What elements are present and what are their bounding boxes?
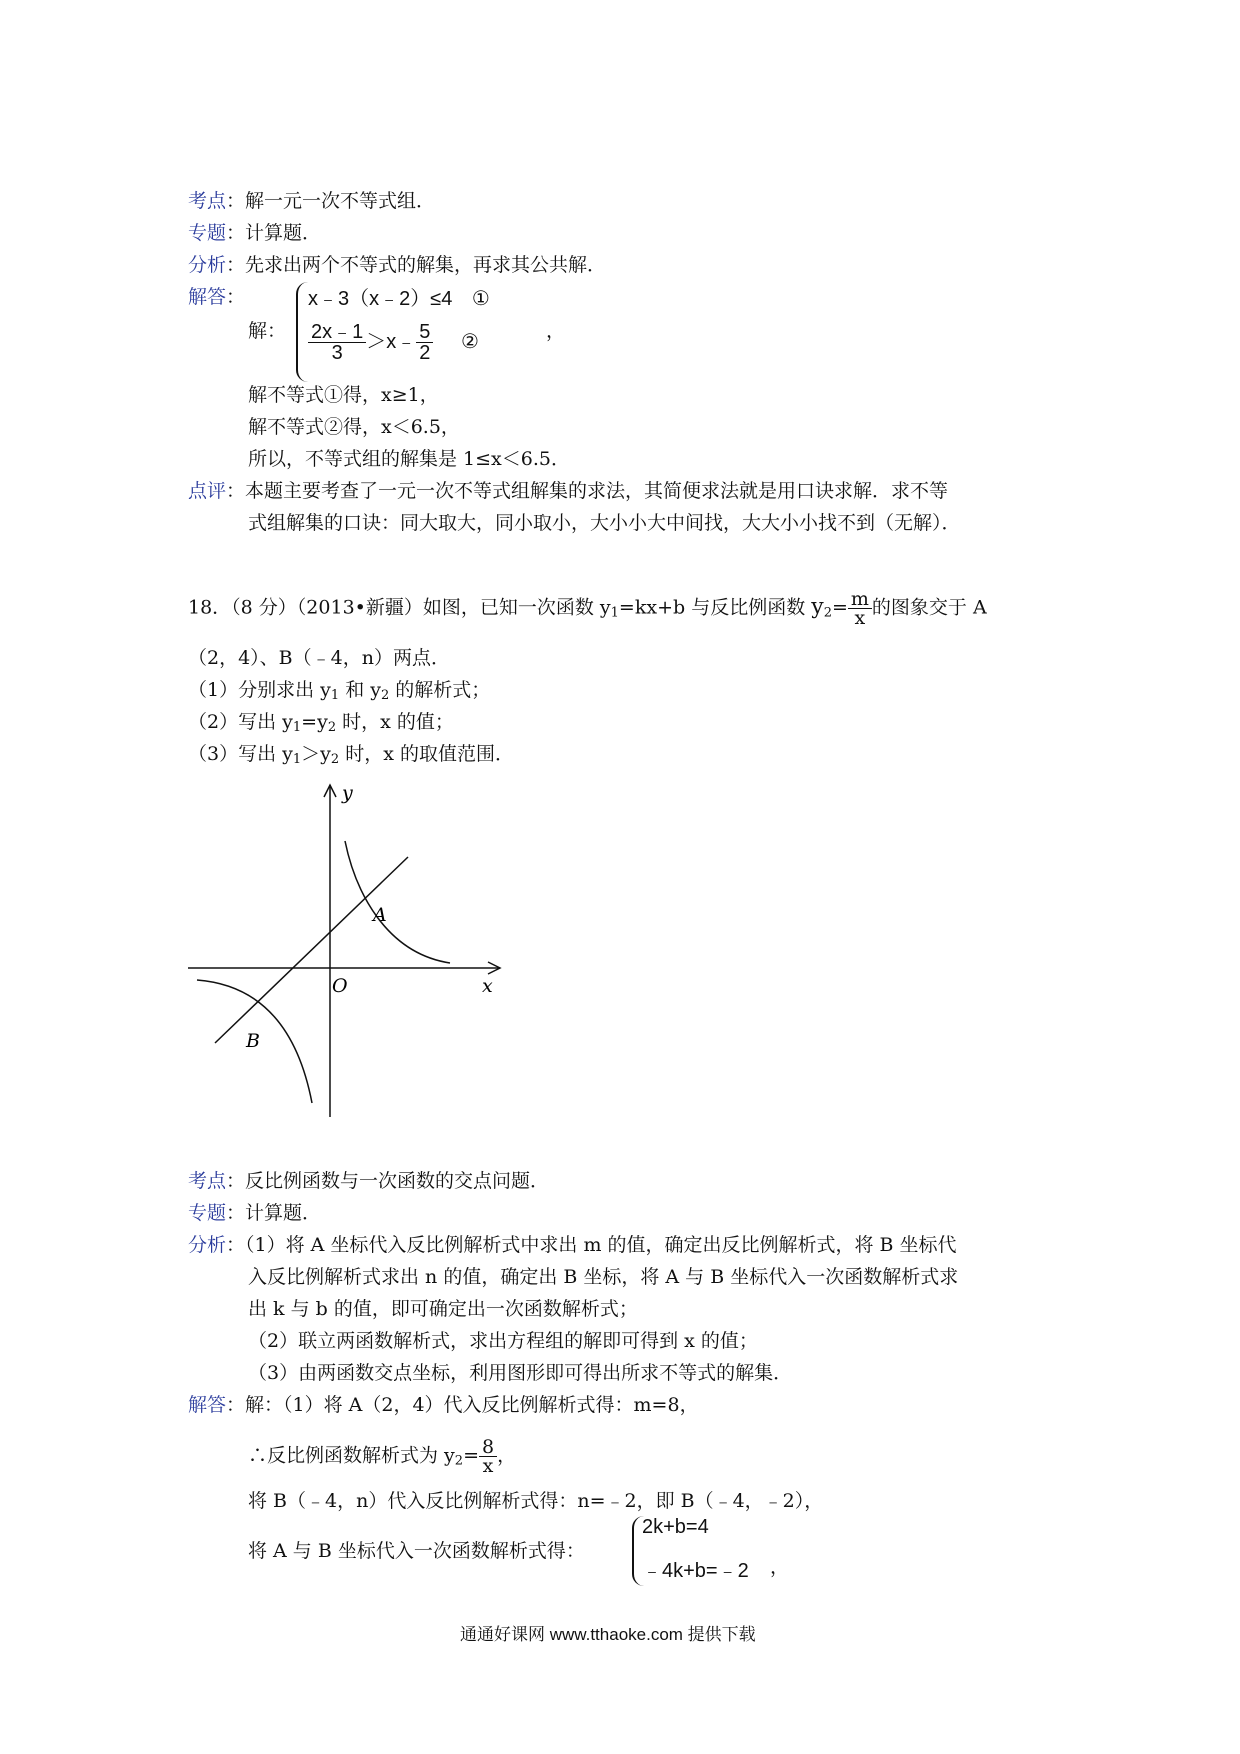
q3-text-b: ＞y: [301, 743, 331, 765]
jieda-label: 解答: [188, 286, 227, 308]
kaodian-text: ：解一元一次不等式组．: [226, 190, 436, 212]
fraction-denominator: 2: [419, 342, 431, 364]
dianping-row-17: [188, 478, 948, 504]
jieda-line-2: [248, 1438, 516, 1475]
zhuanti-text: ：计算题．: [226, 1202, 322, 1224]
problem-18-text-b: =kx+b 与反比例函数: [618, 596, 806, 619]
fraction-denominator: 3: [331, 342, 343, 364]
q3-text-a: （3）写出 y: [188, 743, 293, 765]
q2-text-a: （2）写出 y: [188, 711, 293, 733]
dianping-line-1: ：本题主要考查了一元一次不等式组解集的求法，其简便求法就是用口诀求解．求不等: [226, 480, 949, 502]
equation-2: ﹣4k+b=﹣2: [642, 1560, 749, 1582]
subscript: 1: [330, 688, 340, 703]
zhuanti-row-18: [188, 1200, 321, 1226]
jieda-row-18: [188, 1392, 699, 1418]
zhuanti-text: ：计算题．: [226, 222, 322, 244]
subscript: 2: [823, 605, 832, 621]
y2-symbol: y: [811, 594, 824, 620]
subscript: 2: [380, 688, 390, 703]
origin-label: O: [332, 975, 348, 997]
fenxi-line-5: （3）由两函数交点坐标，利用图形即可得出所求不等式的解集．: [248, 1362, 793, 1384]
fraction-numerator: 2x﹣1: [308, 322, 366, 343]
subscript: 1: [610, 605, 619, 621]
problem-18-line-2: （2，4）、B（﹣4，n）两点．: [188, 647, 450, 669]
y-axis-label: y: [342, 782, 353, 804]
fraction-numerator: 5: [416, 322, 433, 343]
question-1: [188, 677, 490, 709]
equals: =: [831, 596, 848, 619]
fenxi-label: 分析: [188, 254, 227, 276]
fraction-numerator: 8: [479, 1438, 497, 1457]
jieda-label: 解答: [188, 1394, 227, 1416]
fenxi-line-3: 出 k 与 b 的值，即可确定出一次函数解析式；: [248, 1298, 638, 1320]
inequality-2-mark: ②: [460, 330, 479, 353]
kaodian-row-17: [188, 188, 435, 214]
q1-text-b: 和 y: [339, 679, 381, 701]
dianping-line-2: 式组解集的口诀：同大取大，同小取小，大小小大中间找，大大小小找不到（无解）．: [248, 512, 961, 534]
solution-step-1: 解不等式①得，x≥1，: [248, 384, 439, 406]
inequality-2: [308, 322, 479, 363]
zhuanti-label: 专题: [188, 222, 227, 244]
subscript: 2: [454, 1453, 464, 1469]
q2-text-c: 时，x 的值；: [336, 711, 454, 733]
question-2: [188, 709, 454, 741]
system-trailing-comma-18: ，: [770, 1556, 790, 1578]
fenxi-line-1: ：（1）将 A 坐标代入反比例解析式中求出 m 的值，确定出反比例解析式，将 B 坐标代: [226, 1234, 957, 1256]
zhuanti-row-17: [188, 220, 321, 246]
fraction-denominator: x: [482, 1455, 494, 1477]
solution-step-3: 所以，不等式组的解集是 1≤x＜6.5．: [248, 448, 570, 470]
equals: =: [463, 1444, 479, 1467]
inequality-2-mid: ＞x﹣: [366, 330, 417, 353]
linear-function-line: [215, 857, 408, 1043]
q1-text-a: （1）分别求出 y: [188, 679, 331, 701]
jieda-line-3: 将 B（﹣4，n）代入反比例解析式得：n=﹣2，即 B（﹣4，﹣2），: [248, 1490, 824, 1512]
subscript: 2: [330, 752, 340, 767]
function-graph-figure: [180, 775, 520, 1120]
jieda-line-4: 将 A 与 B 坐标代入一次函数解析式得：: [248, 1540, 585, 1562]
system-brace-17: [296, 282, 308, 382]
comma: ，: [497, 1444, 517, 1467]
fenxi-row-17: [188, 252, 606, 278]
jieda-line-1: ：解：（1）将 A（2，4）代入反比例解析式得：m=8，: [226, 1394, 699, 1416]
jieda-line-2-text: ∴反比例函数解析式为 y: [248, 1444, 455, 1467]
fenxi-row-18: [188, 1232, 957, 1258]
kaodian-row-18: [188, 1168, 549, 1194]
problem-18-text-a: 18．（8 分）（2013•新疆）如图，已知一次函数 y: [188, 596, 611, 619]
page-footer: 通通好课网 www.tthaoke.com 提供下载: [460, 1625, 756, 1644]
inequality-2-rhs-fraction: [416, 322, 433, 363]
x-axis-label: x: [482, 975, 493, 997]
subscript: 1: [292, 752, 302, 767]
system-trailing-comma: ，: [546, 320, 566, 342]
inequality-1: [308, 282, 490, 311]
point-a-label: A: [373, 904, 387, 926]
inequality-1-text: x﹣3（x﹣2）≤4: [308, 288, 453, 310]
problem-18-line-1: [188, 590, 987, 627]
subscript: 2: [327, 720, 337, 735]
equation-1: 2k+b=4: [642, 1516, 709, 1538]
fraction-denominator: x: [854, 607, 866, 629]
solution-step-2: 解不等式②得，x＜6.5，: [248, 416, 460, 438]
q1-text-c: 的解析式；: [389, 679, 491, 701]
fraction-numerator: m: [848, 590, 872, 609]
m-over-x-fraction: [848, 590, 872, 627]
jieda-row-17: [188, 284, 245, 310]
fenxi-line-4: （2）联立两函数解析式，求出方程组的解即可得到 x 的值；: [248, 1330, 758, 1352]
jieda-colon: ：: [226, 286, 246, 308]
fenxi-label: 分析: [188, 1234, 227, 1256]
inequality-2-lhs-fraction: [308, 322, 366, 363]
kaodian-label: 考点: [188, 1170, 227, 1192]
problem-18-text-c: 的图象交于 A: [871, 596, 987, 619]
kaodian-label: 考点: [188, 190, 227, 212]
fenxi-line-2: 入反比例解析式求出 n 的值，确定出 B 坐标，将 A 与 B 坐标代入一次函数解析式求: [248, 1266, 959, 1288]
dianping-label: 点评: [188, 480, 227, 502]
zhuanti-label: 专题: [188, 1202, 227, 1224]
q2-text-b: =y: [301, 711, 328, 733]
jie-prefix: 解：: [248, 320, 287, 342]
fenxi-text: ：先求出两个不等式的解集，再求其公共解．: [226, 254, 607, 276]
question-3: [188, 741, 514, 773]
q3-text-c: 时，x 的取值范围．: [339, 743, 514, 765]
inequality-1-mark: ①: [471, 288, 490, 310]
eight-over-x-fraction: [479, 1438, 497, 1475]
subscript: 1: [292, 720, 302, 735]
point-b-label: B: [246, 1030, 260, 1052]
kaodian-text: ：反比例函数与一次函数的交点问题．: [226, 1170, 550, 1192]
